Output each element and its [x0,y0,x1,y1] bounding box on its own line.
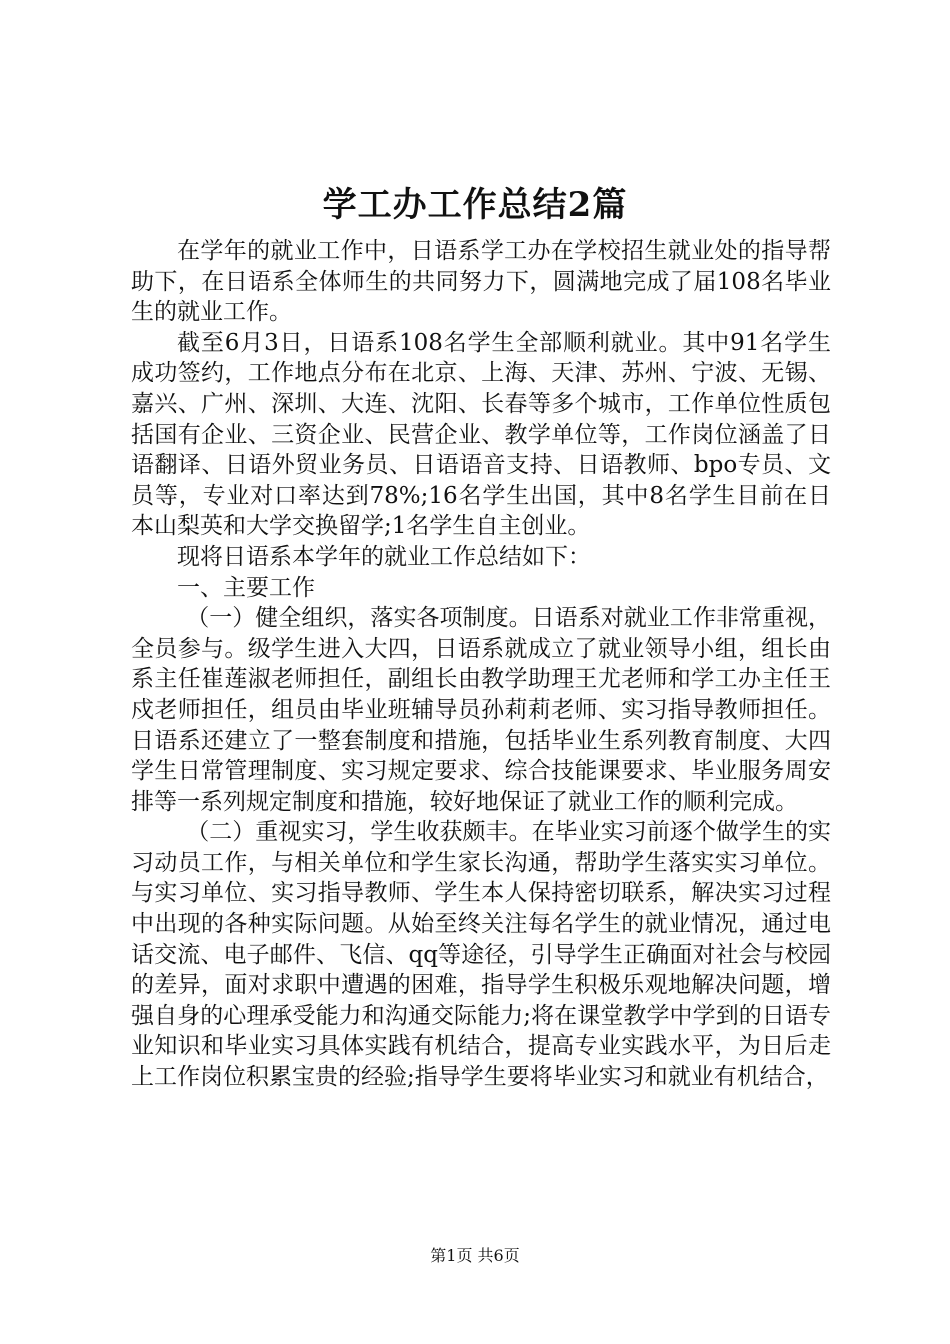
document-body [131,236,831,1093]
paragraph-internship: （二）重视实习，学生收获颇丰。在毕业实习前逐个做学生的实习动员工作，与相关单位和学生家长沟通，帮助学生落实实习单位。与实习单位、实习指导教师、学生本人保持密切联系，解决实习过程中出现的各种实际问题。从始至终关注每名学生的就业情况，通过电话交流、电子邮件、飞信、qq等途径，引导学生正确面对社会与校园的差异，面对求职中遭遇的困难，指导学生积极乐观地解决问题，增强自身的心理承受能力和沟通交际能力;将在课堂教学中学到的日语专业知识和毕业实习具体实践有机结合，提高专业实践水平，为日后走上工作岗位积累宝贵的经验;指导学生要将毕业实习和就业有机结合， [131,819,831,1091]
paragraph-intro: 在学年的就业工作中，日语系学工办在学校招生就业处的指导帮助下，在日语系全体师生的共同努力下，圆满地完成了届108名毕业生的就业工作。 [131,238,831,326]
page-footer: 第1页 共6页 [430,1246,520,1265]
paragraph-summary-lead: 现将日语系本学年的就业工作总结如下： [177,543,591,570]
document-title: 学工办工作总结2篇 [322,185,628,225]
paragraph-employment-stats: 截至6月3日，日语系108名学生全部顺利就业。其中91名学生成功签约，工作地点分布在北京、上海、天津、苏州、宁波、无锡、嘉兴、广州、深圳、大连、沈阳、长春等多个城市，工作单位性质包括国有企业、三资企业、民营企业、教学单位等，工作岗位涵盖了日语翻译、日语外贸业务员、日语语音支持、日语教师、bpo专员、文员等，专业对口率达到78%;16名学生出国，其中8名学生目前在日本山梨英和大学交换留学;1名学生自主创业。 [131,329,831,540]
paragraph-organization: （一）健全组织，落实各项制度。日语系对就业工作非常重视，全员参与。级学生进入大四，日语系就成立了就业领导小组，组长由系主任崔莲淑老师担任，副组长由教学助理王尤老师和学工办主任王戍老师担任，组员由毕业班辅导员孙莉莉老师、实习指导教师担任。日语系还建立了一整套制度和措施，包括毕业生系列教育制度、大四学生日常管理制度、实习规定要求、综合技能课要求、毕业服务周安排等一系列规定制度和措施，较好地保证了就业工作的顺利完成。 [131,605,831,815]
section-heading-main-work: 一、主要工作 [177,574,315,601]
